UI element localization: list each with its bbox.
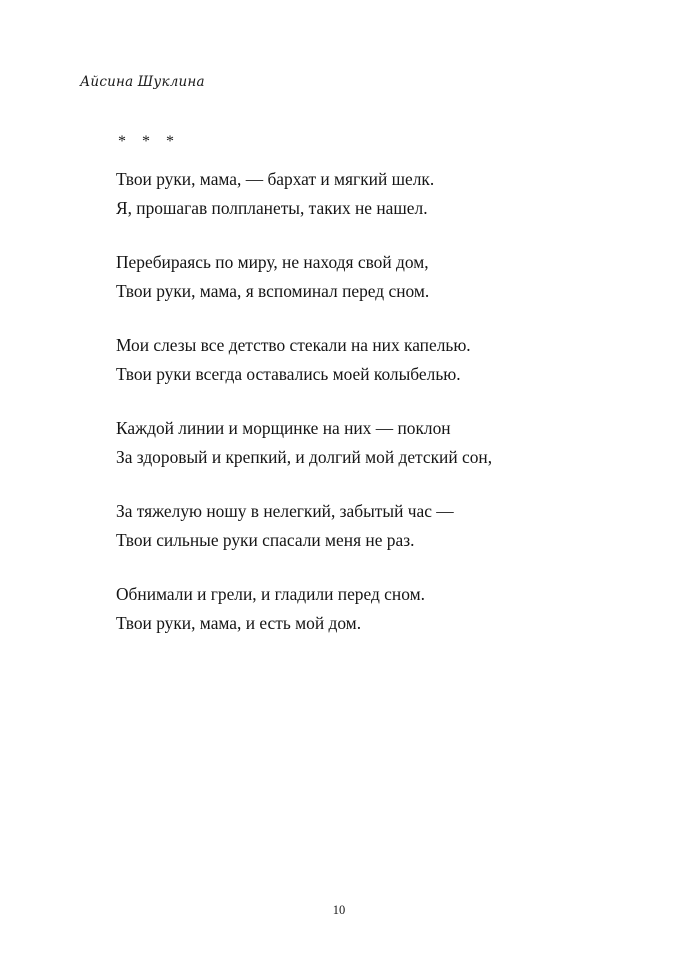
poem-line: Твои руки, мама, — бархат и мягкий шелк. (116, 169, 435, 190)
running-head-author: Айсина Шуклина (80, 74, 205, 90)
poem-line: Твои руки, мама, и есть мой дом. (116, 613, 362, 634)
poem-line: За тяжелую ношу в нелегкий, забытый час — (116, 501, 454, 522)
stanza (116, 165, 596, 223)
poem-line: За здоровый и крепкий, и долгий мой детский сон, (116, 447, 493, 468)
stanza (116, 580, 596, 638)
poem-line: Перебираясь по миру, не находя свой дом, (116, 252, 429, 273)
stanza (116, 331, 596, 389)
poem-line: Мои слезы все детство стекали на них капелью. (116, 335, 471, 356)
poem-body (116, 132, 596, 638)
page-number: 10 (332, 903, 346, 917)
poem-line: Твои сильные руки спасали меня не раз. (116, 530, 415, 551)
poem-line: Обнимали и грели, и гладили перед сном. (116, 584, 425, 605)
stanza (116, 497, 596, 555)
stanza (116, 248, 596, 306)
poem-divider: * * * (118, 133, 180, 150)
stanza (116, 414, 596, 472)
poem-line: Каждой линии и морщинке на них — поклон (116, 418, 451, 439)
poem-line: Твои руки, мама, я вспоминал перед сном. (116, 281, 430, 302)
poem-line: Твои руки всегда оставались моей колыбелью. (116, 364, 461, 385)
poem-line: Я, прошагав полпланеты, таких не нашел. (116, 198, 428, 219)
